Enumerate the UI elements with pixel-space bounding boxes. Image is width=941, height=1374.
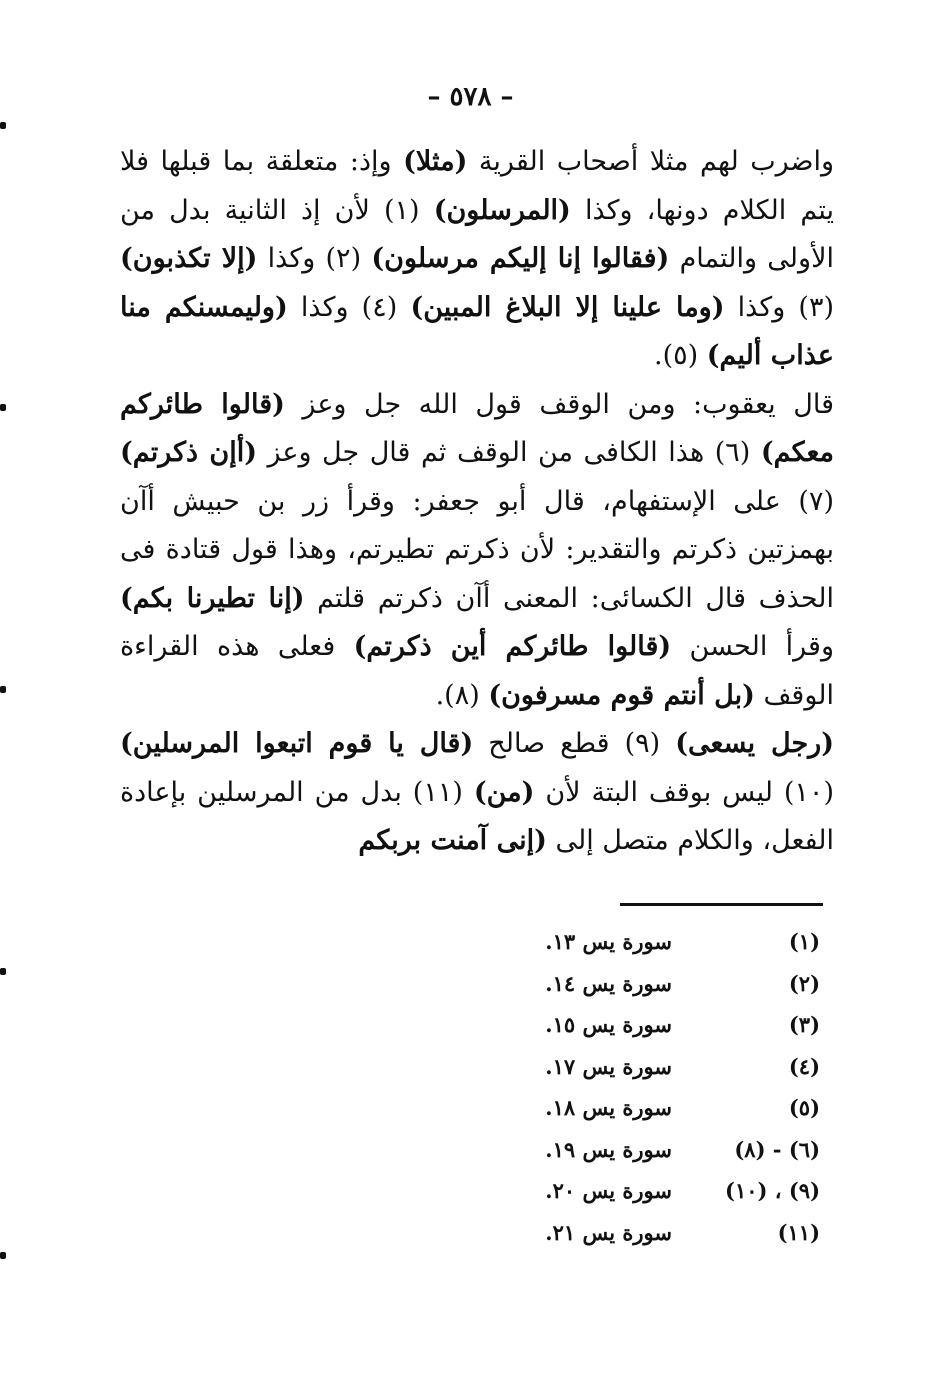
paragraph [120, 138, 834, 381]
page-number: – ٥٧٨ – [427, 82, 514, 112]
text-segment: (٢) وكذا [257, 243, 372, 274]
footnote-item [480, 1133, 820, 1175]
footnote-reference: سورة يس ١٣. [545, 929, 672, 954]
text-segment: (٣) وكذا [724, 291, 835, 323]
footnote-number: (٤) [788, 1053, 820, 1079]
quran-quote: (قالوا طائركم أين ذكرتم) [353, 631, 672, 662]
text-segment: (١٠) ليس بوقف البتة لأن [534, 776, 834, 808]
quran-quote: (وليمسنكم منا عذاب أليم) [120, 291, 834, 371]
margin-mark [0, 1252, 6, 1259]
footnote-separator [620, 903, 823, 906]
margin-mark [0, 404, 6, 411]
footnote-number: (٥) [788, 1095, 820, 1120]
margin-mark [0, 968, 6, 975]
footnote-reference: سورة يس ٢٠. [545, 1178, 672, 1203]
footnote-reference: سورة يس ١٤. [545, 970, 672, 996]
quran-quote: (قالوا طائركم معكم) [120, 388, 834, 468]
footnote-item [480, 1216, 820, 1258]
quran-quote: (وما علينا إلا البلاغ المبين) [410, 291, 725, 323]
text-segment: (١) لأن إذ الثانية بدل من الأولى والتمام [120, 194, 834, 274]
text-segment: (٧) على الإستفهام، قال أبو جعفر: وقرأ زر بن حبيش أآن بهمزتين ذكرتم والتقدير: لأن ذكرتم تطيرتم، وهذا قول قتادة فى الحذف قال الكسائى: المعنى أآن ذكرتم قلتم [120, 485, 834, 614]
paragraph [120, 381, 834, 721]
text-segment: وإذ: متعلقة بما قبلها فلا يتم الكلام دونها، وكذا [120, 146, 834, 226]
quran-quote: (إنى آمنت بربكم [358, 825, 547, 856]
footnote-reference: سورة يس ١٧. [545, 1053, 672, 1079]
footnotes-list [480, 925, 820, 1257]
paragraph [120, 720, 834, 866]
footnote-number: (٩) ، (١٠) [725, 1178, 820, 1203]
footnote-item [480, 1008, 820, 1050]
quran-quote: (المرسلون) [433, 194, 571, 226]
footnote-reference: سورة يس ١٨. [545, 1095, 672, 1120]
text-segment: (١١) بدل من المرسلين بإعادة الفعل، والكلام متصل إلى [120, 776, 834, 856]
quran-quote: (من) [473, 776, 535, 808]
text-segment: فعلى هذه القراءة الوقف [120, 631, 834, 711]
quran-quote: (إلا تكذبون) [120, 243, 258, 274]
footnote-reference: سورة يس ٢١. [545, 1219, 672, 1245]
quran-quote: (مثلا) [403, 146, 468, 177]
footnote-item [480, 967, 820, 1009]
quran-quote: (بل أنتم قوم مسرفون) [488, 679, 755, 711]
text-segment: (٦) هذا الكافى من الوقف ثم قال جل وعز [256, 437, 761, 468]
text-segment: وقرأ الحسن [671, 631, 835, 662]
footnote-number: (١) [788, 929, 820, 954]
text-segment: قال يعقوب: ومن الوقف قول الله جل وعز [284, 388, 834, 420]
main-text [120, 138, 834, 866]
margin-mark [0, 122, 6, 129]
footnote-number: (٢) [788, 970, 820, 996]
text-segment: (٤) وكذا [287, 291, 411, 323]
footnote-number: (٦) - (٨) [734, 1136, 820, 1162]
margin-mark [0, 686, 6, 693]
quran-quote: (أإن ذكرتم) [120, 437, 257, 468]
text-segment: (٩) قطع صالح [473, 728, 676, 759]
text-segment: واضرب لهم مثلا أصحاب القرية [467, 146, 835, 177]
quran-quote: (رجل يسعى) [675, 728, 834, 759]
footnote-number: (١١) [777, 1219, 820, 1245]
footnote-item [480, 925, 820, 967]
footnote-number: (٣) [788, 1012, 820, 1037]
quran-quote: (قال يا قوم اتبعوا المرسلين) [120, 728, 474, 759]
footnote-item [480, 1174, 820, 1216]
footnote-item [480, 1050, 820, 1092]
footnote-reference: سورة يس ١٩. [545, 1136, 672, 1162]
footnote-item [480, 1091, 820, 1133]
text-segment: (٥). [654, 340, 707, 371]
quran-quote: (فقالوا إنا إليكم مرسلون) [371, 243, 670, 274]
text-segment: (٨). [435, 679, 489, 711]
quran-quote: (إنا تطيرنا بكم) [120, 582, 305, 614]
footnote-reference: سورة يس ١٥. [545, 1012, 672, 1037]
